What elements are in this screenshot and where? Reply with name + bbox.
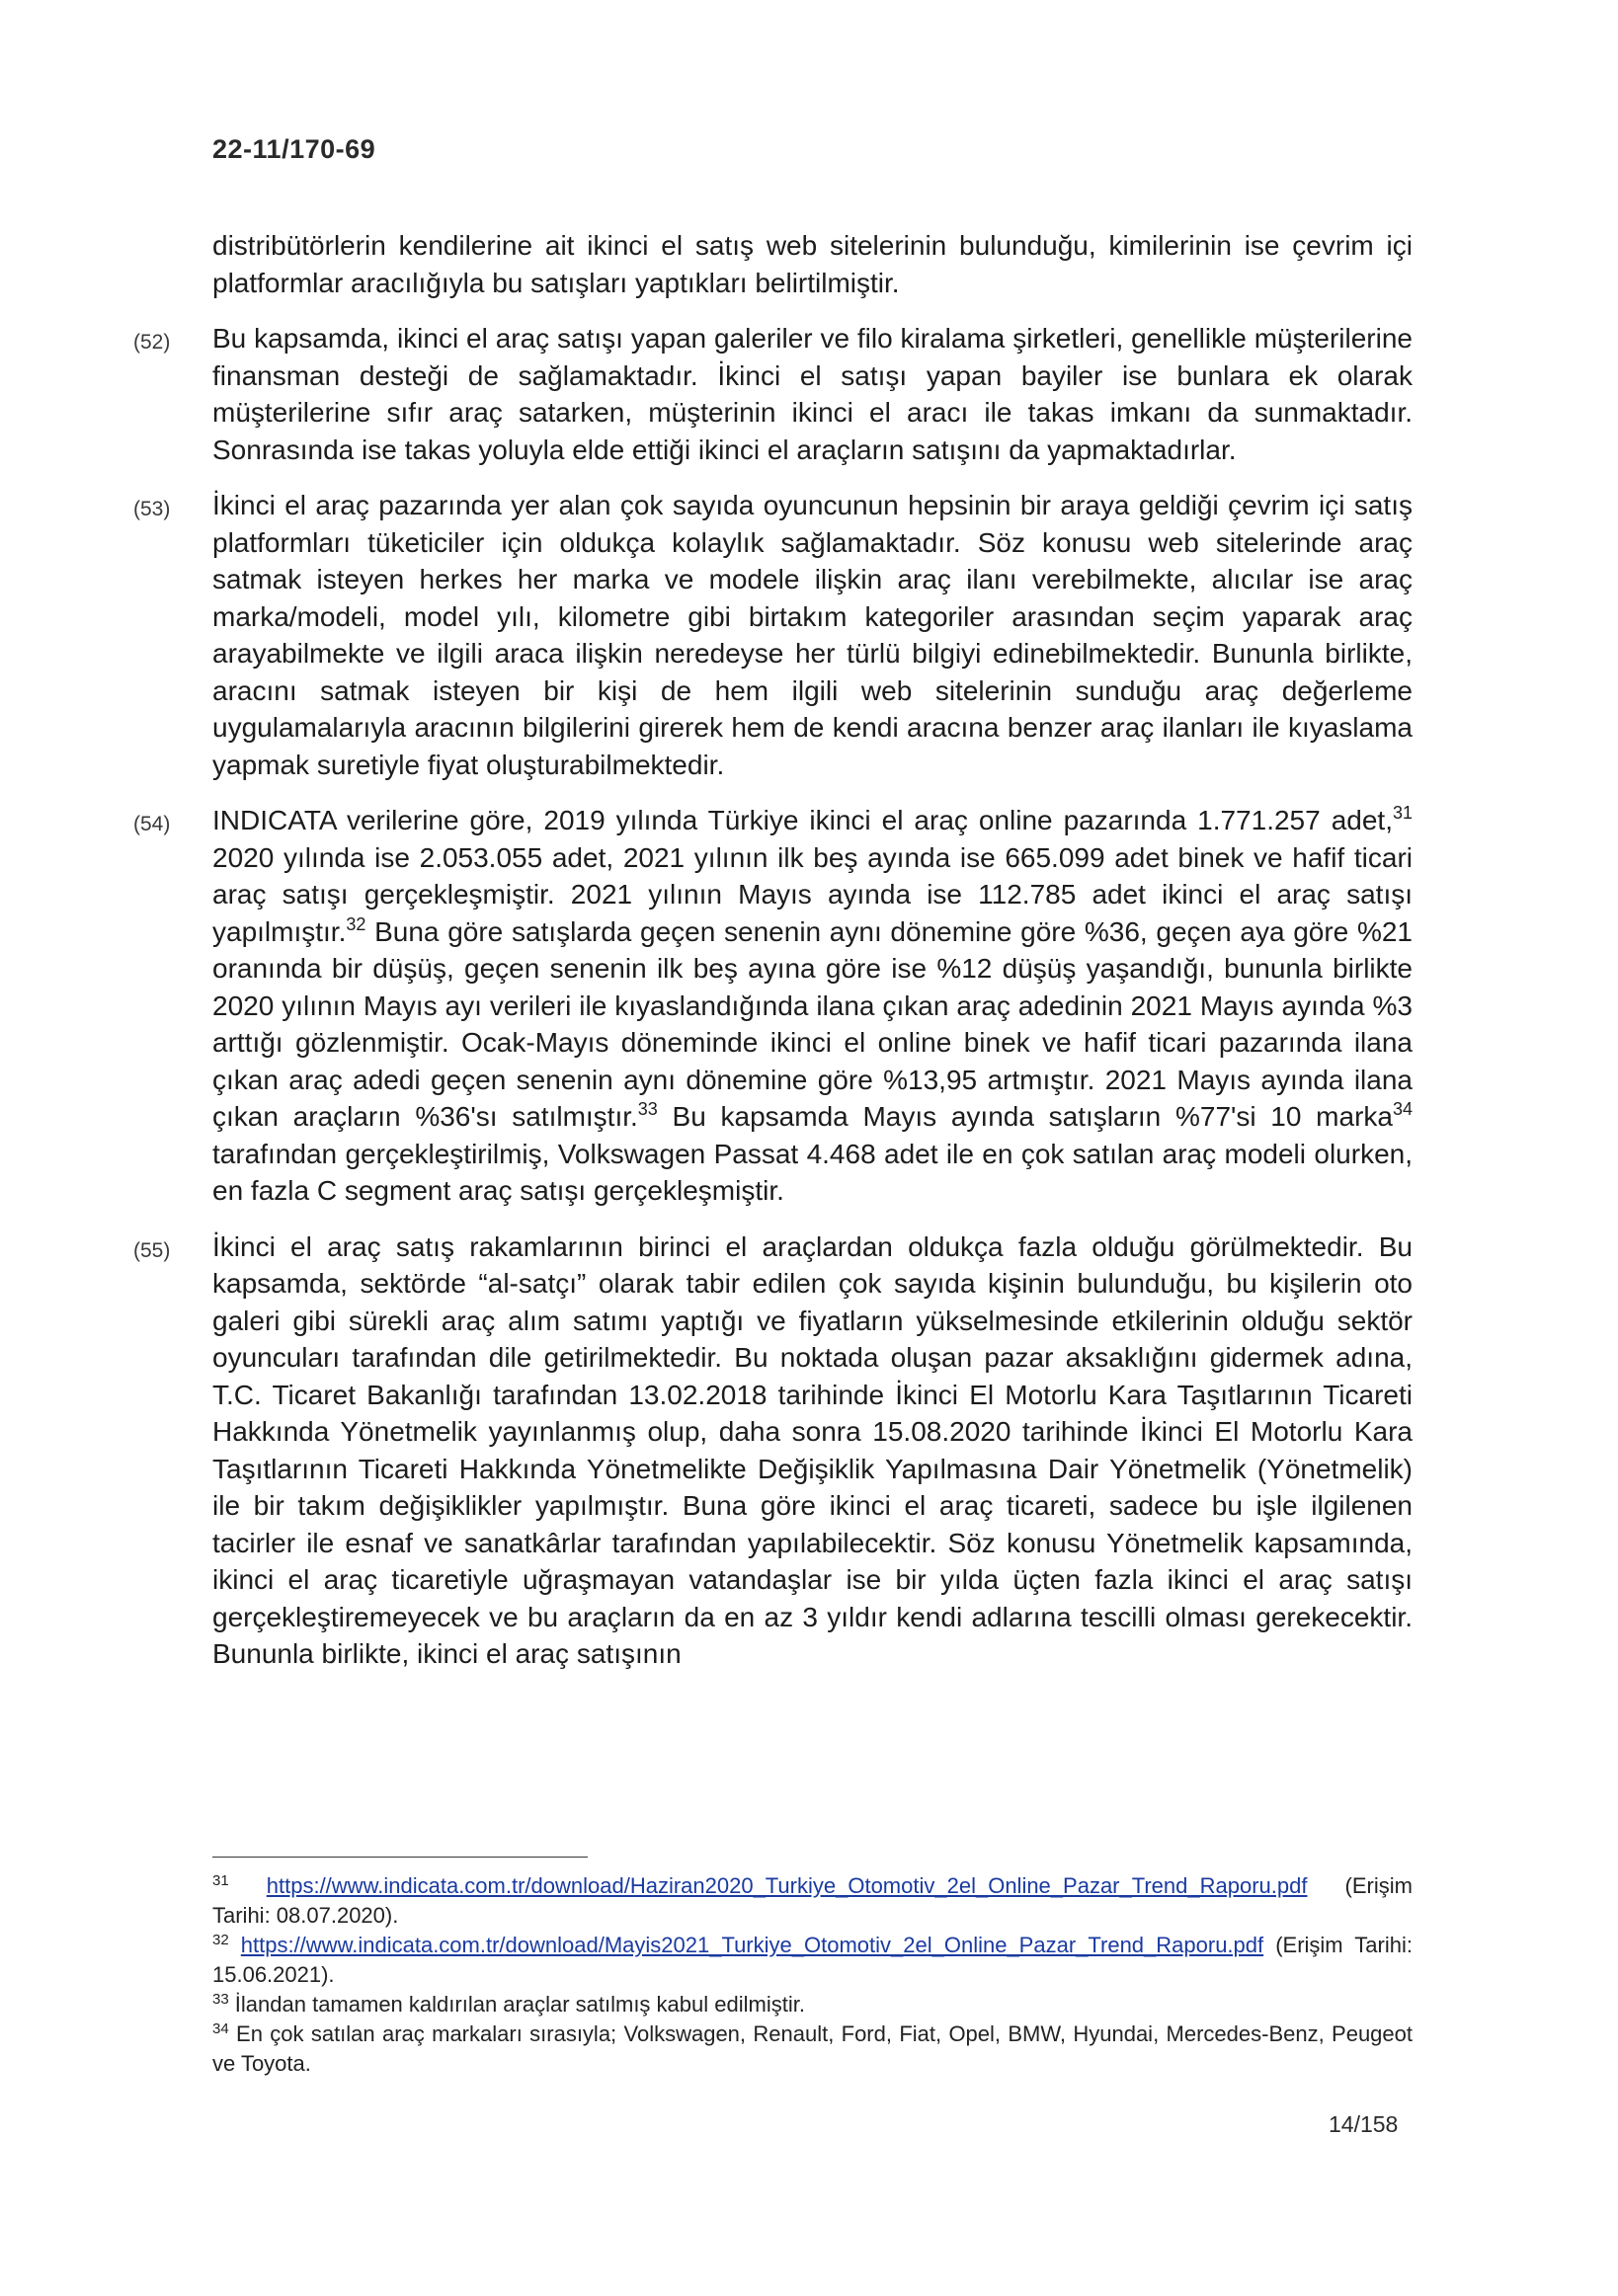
footnote-31 [212,1871,1413,1931]
footnote-ref-31[interactable]: 31 [1392,803,1413,823]
footnote-number: 32 [212,1932,229,1948]
page-number: 14/158 [1329,2111,1399,2137]
footnote-ref-34[interactable]: 34 [1392,1099,1414,1119]
footnote-link[interactable]: https://www.indicata.com.tr/download/Haziran2020_Turkiye_Otomotiv_2el_Online_Pazar_Trend_Raporu.pdf [266,1873,1308,1898]
footnote-number: 34 [212,2020,229,2037]
footnote-32 [212,1931,1413,1990]
paragraph-number: (53) [133,498,171,520]
footnote-text: En çok satılan araç markaları sırasıyla; Volkswagen, Renault, Ford, Fiat, Opel, BMW, Hyundai, Mercedes-Benz, Peugeot ve Toyota. [212,2021,1413,2076]
paragraph-text-segment: Buna göre satışlarda geçen senenin aynı dönemine göre %36, geçen aya göre %21 oranında bir düşüş, geçen senenin ilk beş ayına göre ise %12 düşüş yaşandığı, bununla birlikte 2020 yılının Mayıs ayı verileri ile kıyaslandığında ilana çıkan araç adedinin 2021 Mayıs ayında %3 arttığı gözlenmiştir. Ocak-Mayıs döneminde ikinci el online binek ve hafif ticari pazarında ilana çıkan araç adedi geçen senenin aynı dönemine göre %13,95 artmıştır. 2021 Mayıs ayında ilana çıkan araçların %36'sı satılmıştır. [212,915,1413,1132]
paragraph-54 [133,802,1414,1210]
paragraph-52 [133,320,1413,468]
paragraph-continuation: distribütörlerin kendilerine ait ikinci el satış web sitelerinin bulunduğu, kimilerinin ise çevrim içi platformlar aracılığıyla bu satışları yaptıkları belirtilmiştir. [212,230,1413,298]
footnote-text: (Erişim Tarihi: 08.07.2020). [212,1873,1413,1928]
document-number: 22-11/170-69 [212,134,376,164]
paragraph-number: (55) [133,1238,171,1262]
paragraph-number: (52) [133,331,171,354]
footnote-divider [212,1857,588,1858]
footnote-text: (Erişim Tarihi: 15.06.2021). [212,1933,1413,1987]
footnote-33 [212,1990,1413,2019]
footnote-link[interactable]: https://www.indicata.com.tr/download/Mayis2021_Turkiye_Otomotiv_2el_Online_Pazar_Trend_Raporu.pdf [240,1933,1264,1957]
footnote-number: 33 [212,1991,229,2008]
paragraph-text-segment: 2020 yılında ise 2.053.055 adet, 2021 yılının ilk beş ayında ise 665.099 adet binek ve hafif ticari araç satışı gerçekleşmiştir. 2021 yılının Mayıs ayında ise 112.785 adet ikinci el araç satışı yapılmıştır. [212,841,1413,947]
paragraph-55 [133,1228,1413,1673]
footnote-text: İlandan tamamen kaldırılan araçlar satılmış kabul edilmiştir. [228,1992,805,2017]
body-text [133,227,1414,1692]
paragraph-text-segment: Bu kapsamda Mayıs ayında satışların %77'si 10 marka [657,1101,1393,1132]
paragraph-text: Bu kapsamda, ikinci el araç satışı yapan galeriler ve filo kiralama şirketleri, genellikle müşterilerine finansman desteği de sağlamaktadır. İkinci el satışı yapan bayiler ise bunlara ek olarak müşterilerine sıfır araç satarken, müşterinin ikinci el aracı ile takas imkanı da sunmaktadır. Sonrasında ise takas yoluyla elde ettiği ikinci el araçların satışını da yapmaktadırlar. [212,323,1413,465]
footnote-ref-33[interactable]: 33 [637,1099,658,1119]
paragraph-text-segment: INDICATA verilerine göre, 2019 yılında Türkiye ikinci el araç online pazarında 1.771.257 adet, [212,805,1393,835]
paragraph-text: İkinci el araç pazarında yer alan çok sayıda oyuncunun hepsinin bir araya geldiği çevrim içi satış platformları tüketiciler için oldukça kolaylık sağlamaktadır. Söz konusu web sitelerinde araç satmak isteyen herkes her marka ve modele ilişkin araç ilanı verebilmekte, alıcılar ise araç marka/modeli, model yılı, kilometre gibi birtakım kategoriler arasından seçim yaparak araç arayabilmekte ve ilgili araca ilişkin neredeyse her türlü bilgiyi edinebilmektedir. Bununla birlikte, aracını satmak isteyen bir kişi de hem ilgili web sitelerinin sunduğu araç değerleme uygulamalarıyla aracının bilgilerini girerek hem de kendi aracına benzer araç ilanları ile kıyaslama yapmak suretiyle fiyat oluşturabilmektedir. [212,490,1413,780]
paragraph-text: İkinci el araç satış rakamlarının birinci el araçlardan oldukça fazla olduğu görülmektedir. Bu kapsamda, sektörde “al-satçı” olarak tabir edilen çok sayıda kişinin bulunduğu, bu kişilerin oto galeri gibi sürekli araç alım satımı yaptığı ve fiyatların yükselmesinde etkilerinin olduğu sektör oyuncuları tarafından dile getirilmektedir. Bu noktada oluşan pazar aksaklığını gidermek adına, T.C. Ticaret Bakanlığı tarafından 13.02.2018 tarihinde İkinci El Motorlu Kara Taşıtlarının Ticareti Hakkında Yönetmelik yayınlanmış olup, daha sonra 15.08.2020 tarihinde İkinci El Motorlu Kara Taşıtlarının Ticareti Hakkında Yönetmelikte Değişiklik Yapılmasına Dair Yönetmelik (Yönetmelik) ile bir takım değişiklikler yapılmıştır. Buna göre ikinci el araç ticareti, sadece bu işle ilgilenen tacirler ile esnaf ve sanatkârlar tarafından yapılabilecektir. Söz konusu Yönetmelik kapsamında, ikinci el araç ticaretiyle uğraşmayan vatandaşlar ise bir yılda üçten fazla ikinci el araç satışı gerçekleştiremeyecek ve bu araçların da en az 3 yıldır kendi adlarına tescilli olması gerekecektir. Bununla birlikte, ikinci el araç satışının [212,1230,1413,1669]
footnote-34 [212,2019,1413,2079]
paragraph-number: (54) [133,813,171,835]
footnote-ref-32[interactable]: 32 [346,913,366,934]
footnote-number: 31 [212,1872,229,1889]
paragraph-text-segment: tarafından gerçekleştirilmiş, Volkswagen Passat 4.468 adet ile en çok satılan araç modeli olurken, en fazla C segment araç satışı gerçekleşmiştir. [212,1138,1413,1206]
paragraph-53 [133,487,1413,783]
footnotes [212,1871,1413,2079]
